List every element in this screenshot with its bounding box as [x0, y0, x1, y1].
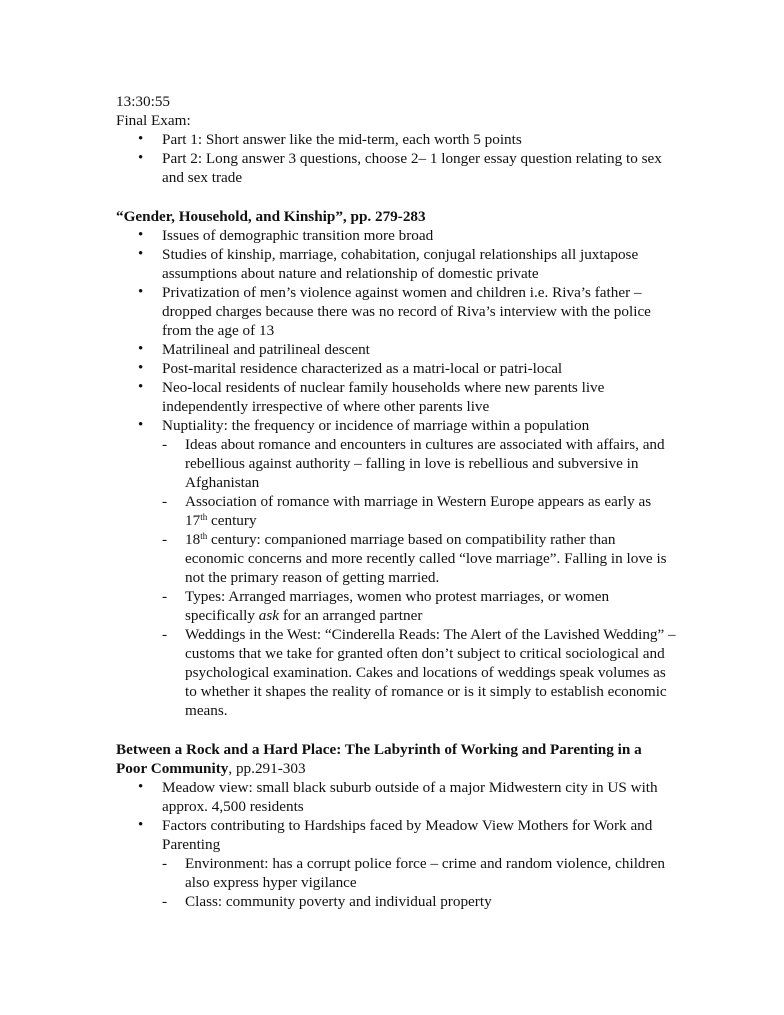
- text-part: Association of romance with marriage in Western Europe appears as early as 17: [185, 493, 652, 529]
- text-part: for an arranged partner: [279, 607, 423, 624]
- section-heading: [116, 740, 676, 778]
- sub-list-item: - Ideas about romance and encounters in cultures are associated with affairs, and rebellious against authority – falling in love is rebellious and subversive in Afghanistan: [185, 435, 676, 492]
- nuptiality-sublist: [162, 435, 676, 720]
- section-heading: “Gender, Household, and Kinship”, pp. 279-283: [116, 208, 426, 225]
- section1-list: [116, 226, 676, 720]
- text-part: century: companioned marriage based on compatibility rather than economic concerns and more recently called “love marriage”. Falling in love is not the primary reason of getting married.: [185, 531, 667, 586]
- text-part: 18: [185, 531, 201, 548]
- heading-pages: , pp.291-303: [228, 760, 306, 777]
- list-item: • Issues of demographic transition more broad: [162, 226, 676, 245]
- final-exam-label: Final Exam:: [116, 112, 191, 129]
- text-part: century: [207, 512, 257, 529]
- list-item: • Meadow view: small black suburb outside of a major Midwestern city in US with approx. 4,500 residents: [162, 778, 676, 816]
- list-item: [162, 416, 676, 720]
- heading-title: Between a Rock and a Hard Place: The Labyrinth of Working and Parenting in a Poor Community: [116, 741, 642, 777]
- list-item: • Matrilineal and patrilineal descent: [162, 340, 676, 359]
- sub-list-item: [185, 492, 676, 530]
- superscript: th: [200, 512, 208, 522]
- list-item: • Privatization of men’s violence against women and children i.e. Riva’s father – dropped charges because there was no record of Riva’s interview with the police from the age of 13: [162, 283, 676, 340]
- sub-list-item: - Environment: has a corrupt police force – crime and random violence, children also express hyper vigilance: [185, 854, 676, 892]
- timestamp: 13:30:55: [116, 93, 171, 110]
- list-item-text: Nuptiality: the frequency or incidence of marriage within a population: [162, 417, 590, 434]
- sub-list-item: - Class: community poverty and individual property: [185, 892, 676, 911]
- list-item: • Neo-local residents of nuclear family households where new parents live independently irrespective of where other parents live: [162, 378, 676, 416]
- list-item: [162, 816, 676, 911]
- list-item-text: Factors contributing to Hardships faced by Meadow View Mothers for Work and Parenting: [162, 817, 653, 853]
- sub-list-item: - Weddings in the West: “Cinderella Reads: The Alert of the Lavished Wedding” – customs that we take for granted often don’t subject to critical sociological and psychological examination. Cakes and locations of weddings speak volumes as to whether it shapes the reality of romance or is it simply to establish economic means.: [185, 625, 676, 720]
- sub-list-item: [185, 587, 676, 625]
- factors-sublist: [162, 854, 676, 911]
- sub-list-item: [185, 530, 676, 587]
- final-exam-list: [116, 130, 676, 187]
- list-item: • Studies of kinship, marriage, cohabitation, conjugal relationships all juxtapose assumptions about nature and relationship of domestic private: [162, 245, 676, 283]
- text-part: Types: Arranged marriages, women who protest marriages, or women specifically: [185, 588, 610, 624]
- list-item: • Part 1: Short answer like the mid-term, each worth 5 points: [162, 130, 676, 149]
- list-item: • Part 2: Long answer 3 questions, choose 2– 1 longer essay question relating to sex and sex trade: [162, 149, 676, 187]
- list-item: • Post-marital residence characterized as a matri-local or patri-local: [162, 359, 676, 378]
- section2-list: [116, 778, 676, 911]
- emphasis: ask: [258, 607, 280, 624]
- superscript: th: [200, 531, 208, 541]
